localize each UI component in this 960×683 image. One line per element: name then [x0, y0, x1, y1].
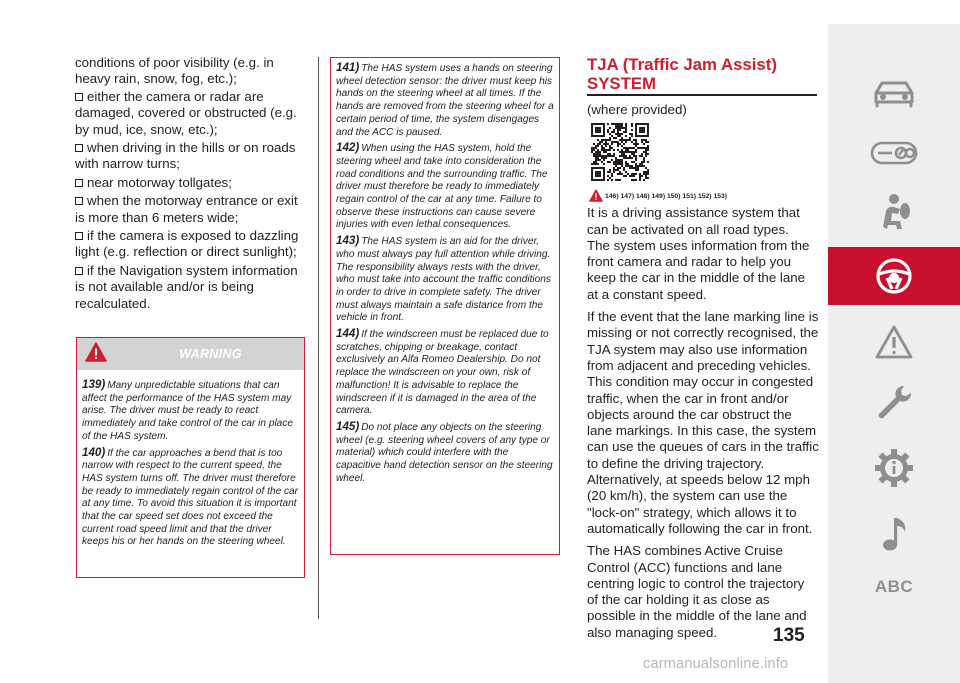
paragraph: It is a driving assistance system that can be activated on all road types.	[587, 205, 800, 237]
sidebar-item-dashboard[interactable]	[828, 124, 960, 182]
warning-triangle-icon	[589, 189, 603, 202]
column-divider	[318, 57, 319, 619]
checkbox-bullet-icon	[75, 232, 83, 240]
wrench-icon	[874, 383, 914, 423]
list-item: when driving in the hills or on roads with narrow turns;	[75, 140, 296, 172]
airbag-person-icon	[874, 191, 914, 231]
notes-box	[330, 57, 560, 555]
chapter-sidebar	[828, 24, 960, 683]
abc-icon: ABC	[874, 577, 914, 596]
section-title: TJA (Traffic Jam Assist) SYSTEM	[587, 55, 777, 93]
checkbox-bullet-icon	[75, 179, 83, 187]
checkbox-bullet-icon	[75, 93, 83, 101]
sidebar-item-safety[interactable]	[828, 182, 960, 240]
dashboard-icon	[870, 140, 918, 166]
intro-text: conditions of poor visibility (e.g. in heavy rain, snow, fog, etc.);	[75, 55, 274, 87]
car-icon	[872, 78, 916, 108]
sidebar-item-warnings[interactable]	[828, 313, 960, 371]
checkbox-bullet-icon	[75, 144, 83, 152]
sidebar-item-index[interactable]	[828, 558, 960, 616]
sidebar-item-multimedia[interactable]	[828, 505, 960, 563]
left-column	[75, 55, 305, 314]
sidebar-item-maintenance[interactable]	[828, 374, 960, 432]
list-item: near motorway tollgates;	[75, 175, 305, 191]
warning-box	[76, 337, 305, 578]
music-note-icon	[879, 514, 909, 554]
warning-triangle-icon	[874, 324, 914, 360]
paragraph: The system uses information from the front camera and radar to help you keep the car in the middle of the lane at a constant speed.	[587, 237, 810, 302]
note-item: 142) When using the HAS system, hold the steering wheel and take into consideration the road conditions and the surrounding traffic. The driver must therefore be ready to immediately regain control of the car at any time. Failure to observe these instructions can cause severe injuries with even lethal consequences.	[336, 141, 548, 231]
list-item: if the Navigation system information is not available and/or is being recalculated.	[75, 262, 298, 311]
note-item: 140) If the car approaches a bend that is too narrow with respect to the current speed, the HAS system turns off. The driver must therefore be ready to immediately regain control of the car at any time. To avoid this situation it is important that the car speed set does not exceed the current road speed limit and that the driver keeps his or her hands on the steering wheel.	[82, 445, 299, 548]
list-item: if the camera is exposed to dazzling light (e.g. reflection or direct sunlight);	[75, 228, 299, 260]
sidebar-item-driving[interactable]	[828, 247, 960, 305]
title-underline	[587, 94, 817, 96]
qr-code-icon	[591, 123, 649, 181]
warning-title: WARNING	[179, 347, 242, 361]
list-item: either the camera or radar are damaged, covered or obstructed (e.g. by mud, ice, snow, etc.);	[75, 88, 297, 137]
sidebar-item-technical-data[interactable]	[828, 439, 960, 497]
note-item: 139) Many unpredictable situations that can affect the performance of the HAS system may arise. The driver must be ready to react immediately and take control of the car in place of the HAS system.	[82, 378, 293, 442]
list-item: when the motorway entrance or exit is more than 6 meters wide;	[75, 193, 298, 225]
note-item: 144) If the windscreen must be replaced due to scratches, chipping or breakage, contact exclusively an Alfa Romeo Dealership. Do not replace the windscreen on your own, risk of malfunction! It is advisable to replace the windscreen if it is damaged in the area of the camera.	[336, 327, 549, 417]
note-item: 143) The HAS system is an aid for the driver, who must always pay full attention while driving. The responsibility always rests with the driver, who must take into account the traffic conditions in order to drive in complete safety. The driver must always maintain a safe distance from the vehicle in front.	[336, 234, 551, 324]
paragraph: The HAS combines Active Cruise Control (ACC) functions and lane centring logic to control the trajectory of the car holding it as close as possible in the middle of the lane and also managing speed.	[587, 543, 807, 640]
note-item: 145) Do not place any objects on the steering wheel (e.g. steering wheel covers of any type or material) which could interfere with the capacitive hand detection sensor on the steering wheel.	[336, 419, 553, 484]
steering-wheel-icon	[874, 256, 914, 296]
warning-references: 146) 147) 148) 149) 150) 151) 152) 153)	[587, 189, 819, 205]
paragraph: If the event that the lane marking line is missing or not correctly recognised, the TJA system may also use information from adjacent and preceding vehicles. This condition may occur in congested traffic, when the car in front and/or objects around the car obstruct the lane markings. In this case, the system can use the queues of cars in the traffic to define the driving trajectory. Alternatively, at speeds below 12 mph (20 km/h), the system can use the "lock-on" strategy, which allows it to automatically following the car in front.	[587, 309, 819, 536]
where-provided-text: (where provided)	[587, 102, 687, 117]
page-number: 135	[773, 625, 805, 646]
checkbox-bullet-icon	[75, 197, 83, 205]
checkbox-bullet-icon	[75, 267, 83, 275]
gear-info-icon	[874, 448, 914, 488]
watermark: carmanualsonline.info	[643, 656, 789, 672]
note-item: 141) The HAS system uses a hands on steering wheel detection sensor: the driver must keep his hands on the steering wheel at all times. If the hands are removed from the steering wheel for a certain period of time, the system disengages and the ACC is paused.	[336, 61, 554, 138]
warning-header	[77, 338, 304, 370]
right-column	[587, 55, 819, 641]
sidebar-item-car[interactable]	[828, 64, 960, 122]
